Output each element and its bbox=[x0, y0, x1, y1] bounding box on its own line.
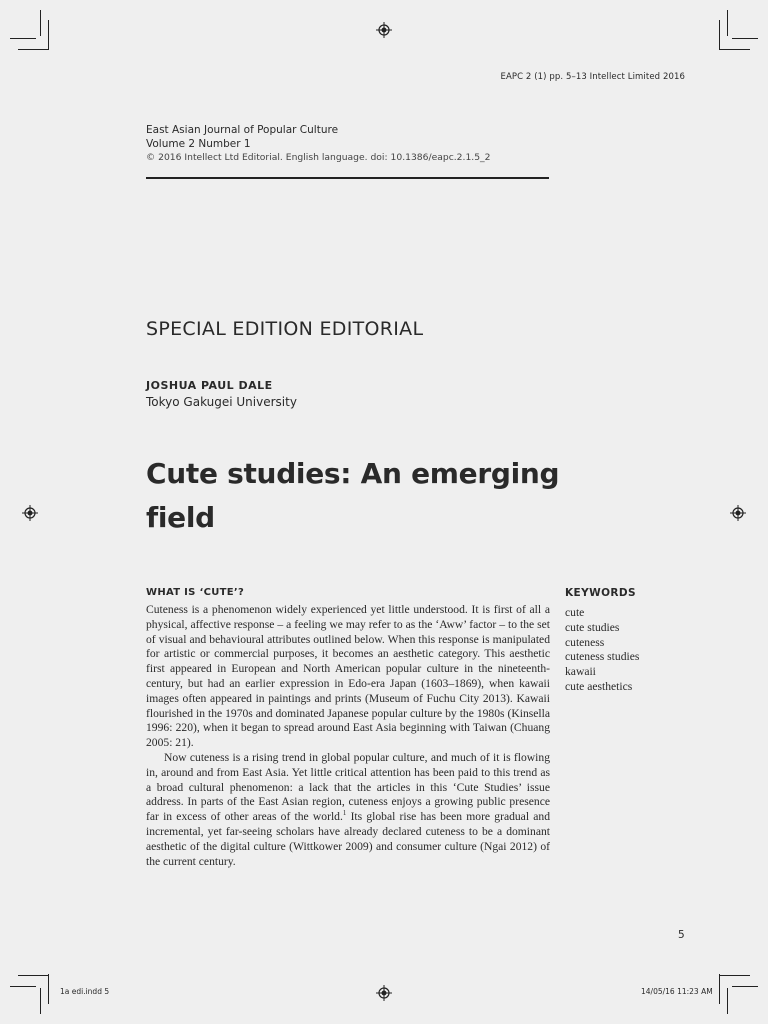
keyword-item: cute aesthetics bbox=[565, 679, 633, 693]
page-number: 5 bbox=[678, 929, 685, 941]
slug-timestamp: 14/05/16 11:23 AM bbox=[641, 987, 713, 996]
journal-name: East Asian Journal of Popular Culture bbox=[146, 124, 339, 136]
section-title: SPECIAL EDITION EDITORIAL bbox=[146, 318, 424, 340]
keywords-heading: KEYWORDS bbox=[565, 587, 636, 599]
keyword-item: cute studies bbox=[565, 620, 620, 634]
keywords-list bbox=[565, 606, 639, 695]
running-head: EAPC 2 (1) pp. 5–13 Intellect Limited 2016 bbox=[500, 72, 685, 82]
registration-mark-icon bbox=[376, 985, 392, 1001]
registration-mark-icon bbox=[376, 22, 392, 38]
keyword-item: kawaii bbox=[565, 665, 596, 679]
journal-info bbox=[146, 123, 491, 165]
footnote-marker[interactable]: 1 bbox=[342, 809, 347, 818]
registration-mark-icon bbox=[22, 505, 38, 521]
journal-volume: Volume 2 Number 1 bbox=[146, 138, 251, 150]
paragraph: Now cuteness is a rising trend in global popular culture, and much of it is flowing in, around and from East Asia. Yet little critical attention has been paid to this trend as a broad cultural phenomenon: a lack that the articles in this ‘Cute Studies’ issue address. In parts of the East Asian region, cuteness enjoys a growing public presence far in excess of other areas of the world.$^1$ Its global rise has been more gradual and incremental, yet far-seeing scholars have already declared cuteness to be a dominant aesthetic of the digital culture (Wittkower 2009) and consumer culture (Ngai 2012) of the current century. bbox=[146, 750, 550, 868]
keyword-item: cuteness bbox=[565, 635, 605, 649]
author-name: JOSHUA PAUL DALE bbox=[146, 379, 273, 392]
header-rule bbox=[146, 177, 549, 179]
author-affiliation: Tokyo Gakugei University bbox=[146, 395, 297, 409]
article-title: Cute studies: An emerging field bbox=[146, 457, 560, 534]
keyword-item: cuteness studies bbox=[565, 650, 640, 664]
copyright-doi: © 2016 Intellect Ltd Editorial. English language. doi: 10.1386/eapc.2.1.5_2 bbox=[146, 152, 491, 163]
keyword-item: cute bbox=[565, 606, 585, 619]
section-heading: WHAT IS ‘CUTE’? bbox=[146, 587, 245, 598]
body-text bbox=[146, 603, 550, 869]
registration-mark-icon bbox=[730, 505, 746, 521]
paragraph: Cuteness is a phenomenon widely experienced yet little understood. It is first of all a physical, affective response – a feeling we may refer to as the ‘Aww’ factor – to the set of visual and behavioural attributes outlined below. When this response is manipulated for artistic or commercial purposes, it becomes an aesthetic category. This aesthetic first appeared in European and North American popular culture in the nineteenth-century, but had an earlier expression in Edo-era Japan (1603–1869), when kawaii images often appeared in paintings and prints (Museum of Fuchu City 2013). Kawaii flourished in the 1970s and dominated Japanese popular culture by the 1980s (Kinsella 1996: 220), when it began to spread around East Asia beginning with Taiwan (Chuang 2005: 21). bbox=[146, 603, 550, 750]
slug-filename: 1a edi.indd 5 bbox=[60, 987, 110, 996]
